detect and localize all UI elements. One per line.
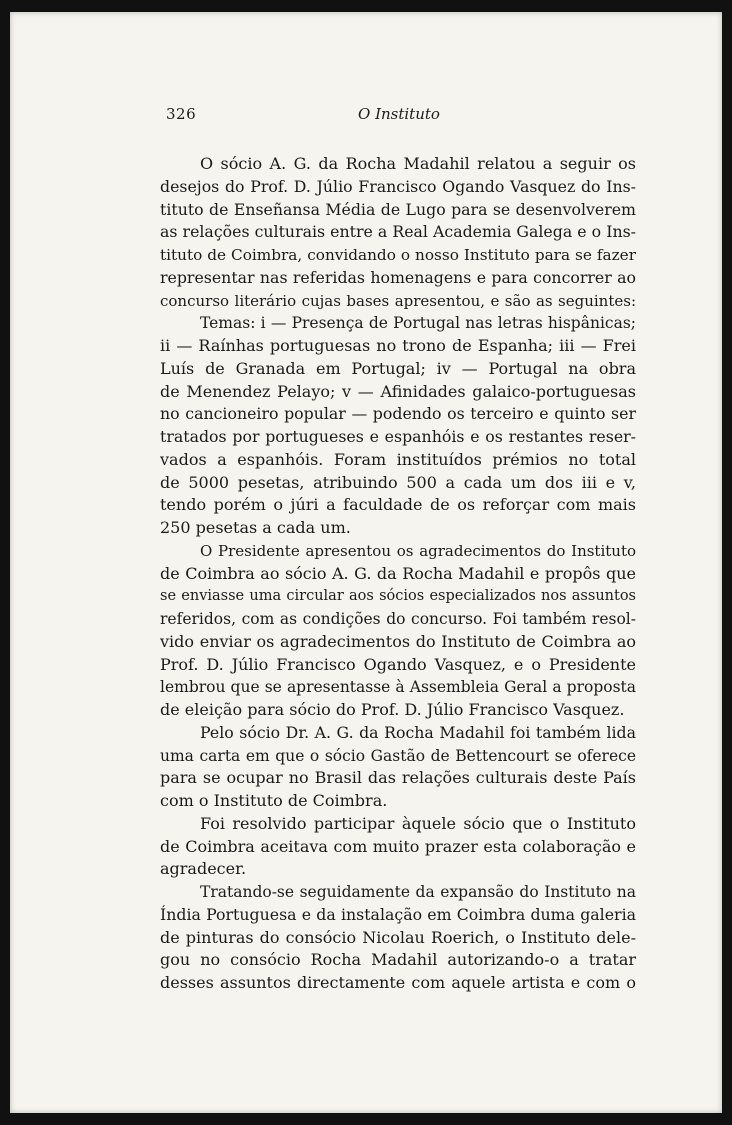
text-line: de Coimbra ao sócio A. G. da Rocha Madahil e propôs que [160,563,636,583]
text-line: de eleição para sócio do Prof. D. Júlio Francisco Vasquez. [160,700,625,719]
text-line: de Menendez Pelayo; v — Afinidades galaico-portuguesas [160,381,636,401]
text-line: tratados por portugueses e espanhóis e os restantes reser- [160,427,636,446]
page-number: 326 [166,105,197,123]
text-line: vados a espanhóis. Foram instituídos prémios no total [160,449,636,469]
text-line: Prof. D. Júlio Francisco Ogando Vasquez, e o Presidente [160,654,636,674]
text-line: O sócio A. G. da Rocha Madahil relatou a seguir os [200,154,636,173]
text-line: O Presidente apresentou os agradecimentos do Instituto [200,541,636,560]
text-line: de Coimbra aceitava com muito prazer esta colaboração e [160,836,636,856]
text-line: no cancioneiro popular — podendo os terceiro e quinto ser [160,404,636,424]
text-line: com o Instituto de Coimbra. [160,791,388,810]
text-line: lembrou que se apresentasse à Assembleia Geral a proposta [160,678,636,697]
text-line: desejos do Prof. D. Júlio Francisco Ogando Vasquez do Ins- [160,176,636,196]
text-line: tituto de Coimbra, convidando o nosso Instituto para se fazer [160,246,636,264]
text-line: vido enviar os agradecimentos do Instituto de Coimbra ao [160,631,636,651]
text-line: 250 pesetas a cada um. [160,518,351,537]
text-line: tituto de Enseñansa Média de Lugo para se desenvolverem [160,199,636,219]
text-line: Temas: i — Presença de Portugal nas letras hispânicas; [200,314,636,333]
text-line: as relações culturais entre a Real Academia Galega e o Ins- [160,222,636,242]
text-line: de 5000 pesetas, atribuindo 500 a cada um dos iii e v, [160,472,636,492]
journal-title: O Instituto [358,105,440,123]
text-line: representar nas referidas homenagens e para concorrer ao [160,267,636,287]
text-line: tendo porém o júri a faculdade de os reforçar com mais [160,495,636,515]
text-line: Luís de Granada em Portugal; iv — Portugal na obra [160,358,636,378]
body-text [160,153,636,995]
text-line: se enviasse uma circular aos sócios especializados nos assuntos [160,588,636,605]
text-line: referidos, com as condições do concurso. Foi também resol- [160,610,636,628]
text-line: gou no consócio Rocha Madahil autorizando-o a tratar [160,950,636,970]
text-line: agradecer. [160,859,247,879]
text-line: ii — Raínhas portuguesas no trono de Espanha; iii — Frei [160,336,636,355]
text-line: para se ocupar no Brasil das relações culturais deste País [160,768,636,788]
text-line: Índia Portuguesa e da instalação em Coimbra duma galeria [160,904,636,924]
text-line: concurso literário cujas bases apresentou, e são as seguintes: [160,291,636,310]
book-page [10,12,722,1113]
text-line: desses assuntos directamente com aquele artista e com o [160,973,636,992]
text-line: Tratando-se seguidamente da expansão do Instituto na [200,883,636,901]
text-line: de pinturas do consócio Nicolau Roerich, o Instituto dele- [160,927,636,947]
running-head [160,105,636,127]
text-line: Pelo sócio Dr. A. G. da Rocha Madahil foi também lida [200,722,636,742]
text-line: uma carta em que o sócio Gastão de Bettencourt se oferece [160,746,636,765]
text-line: Foi resolvido participar àquele sócio que o Instituto [200,813,636,833]
